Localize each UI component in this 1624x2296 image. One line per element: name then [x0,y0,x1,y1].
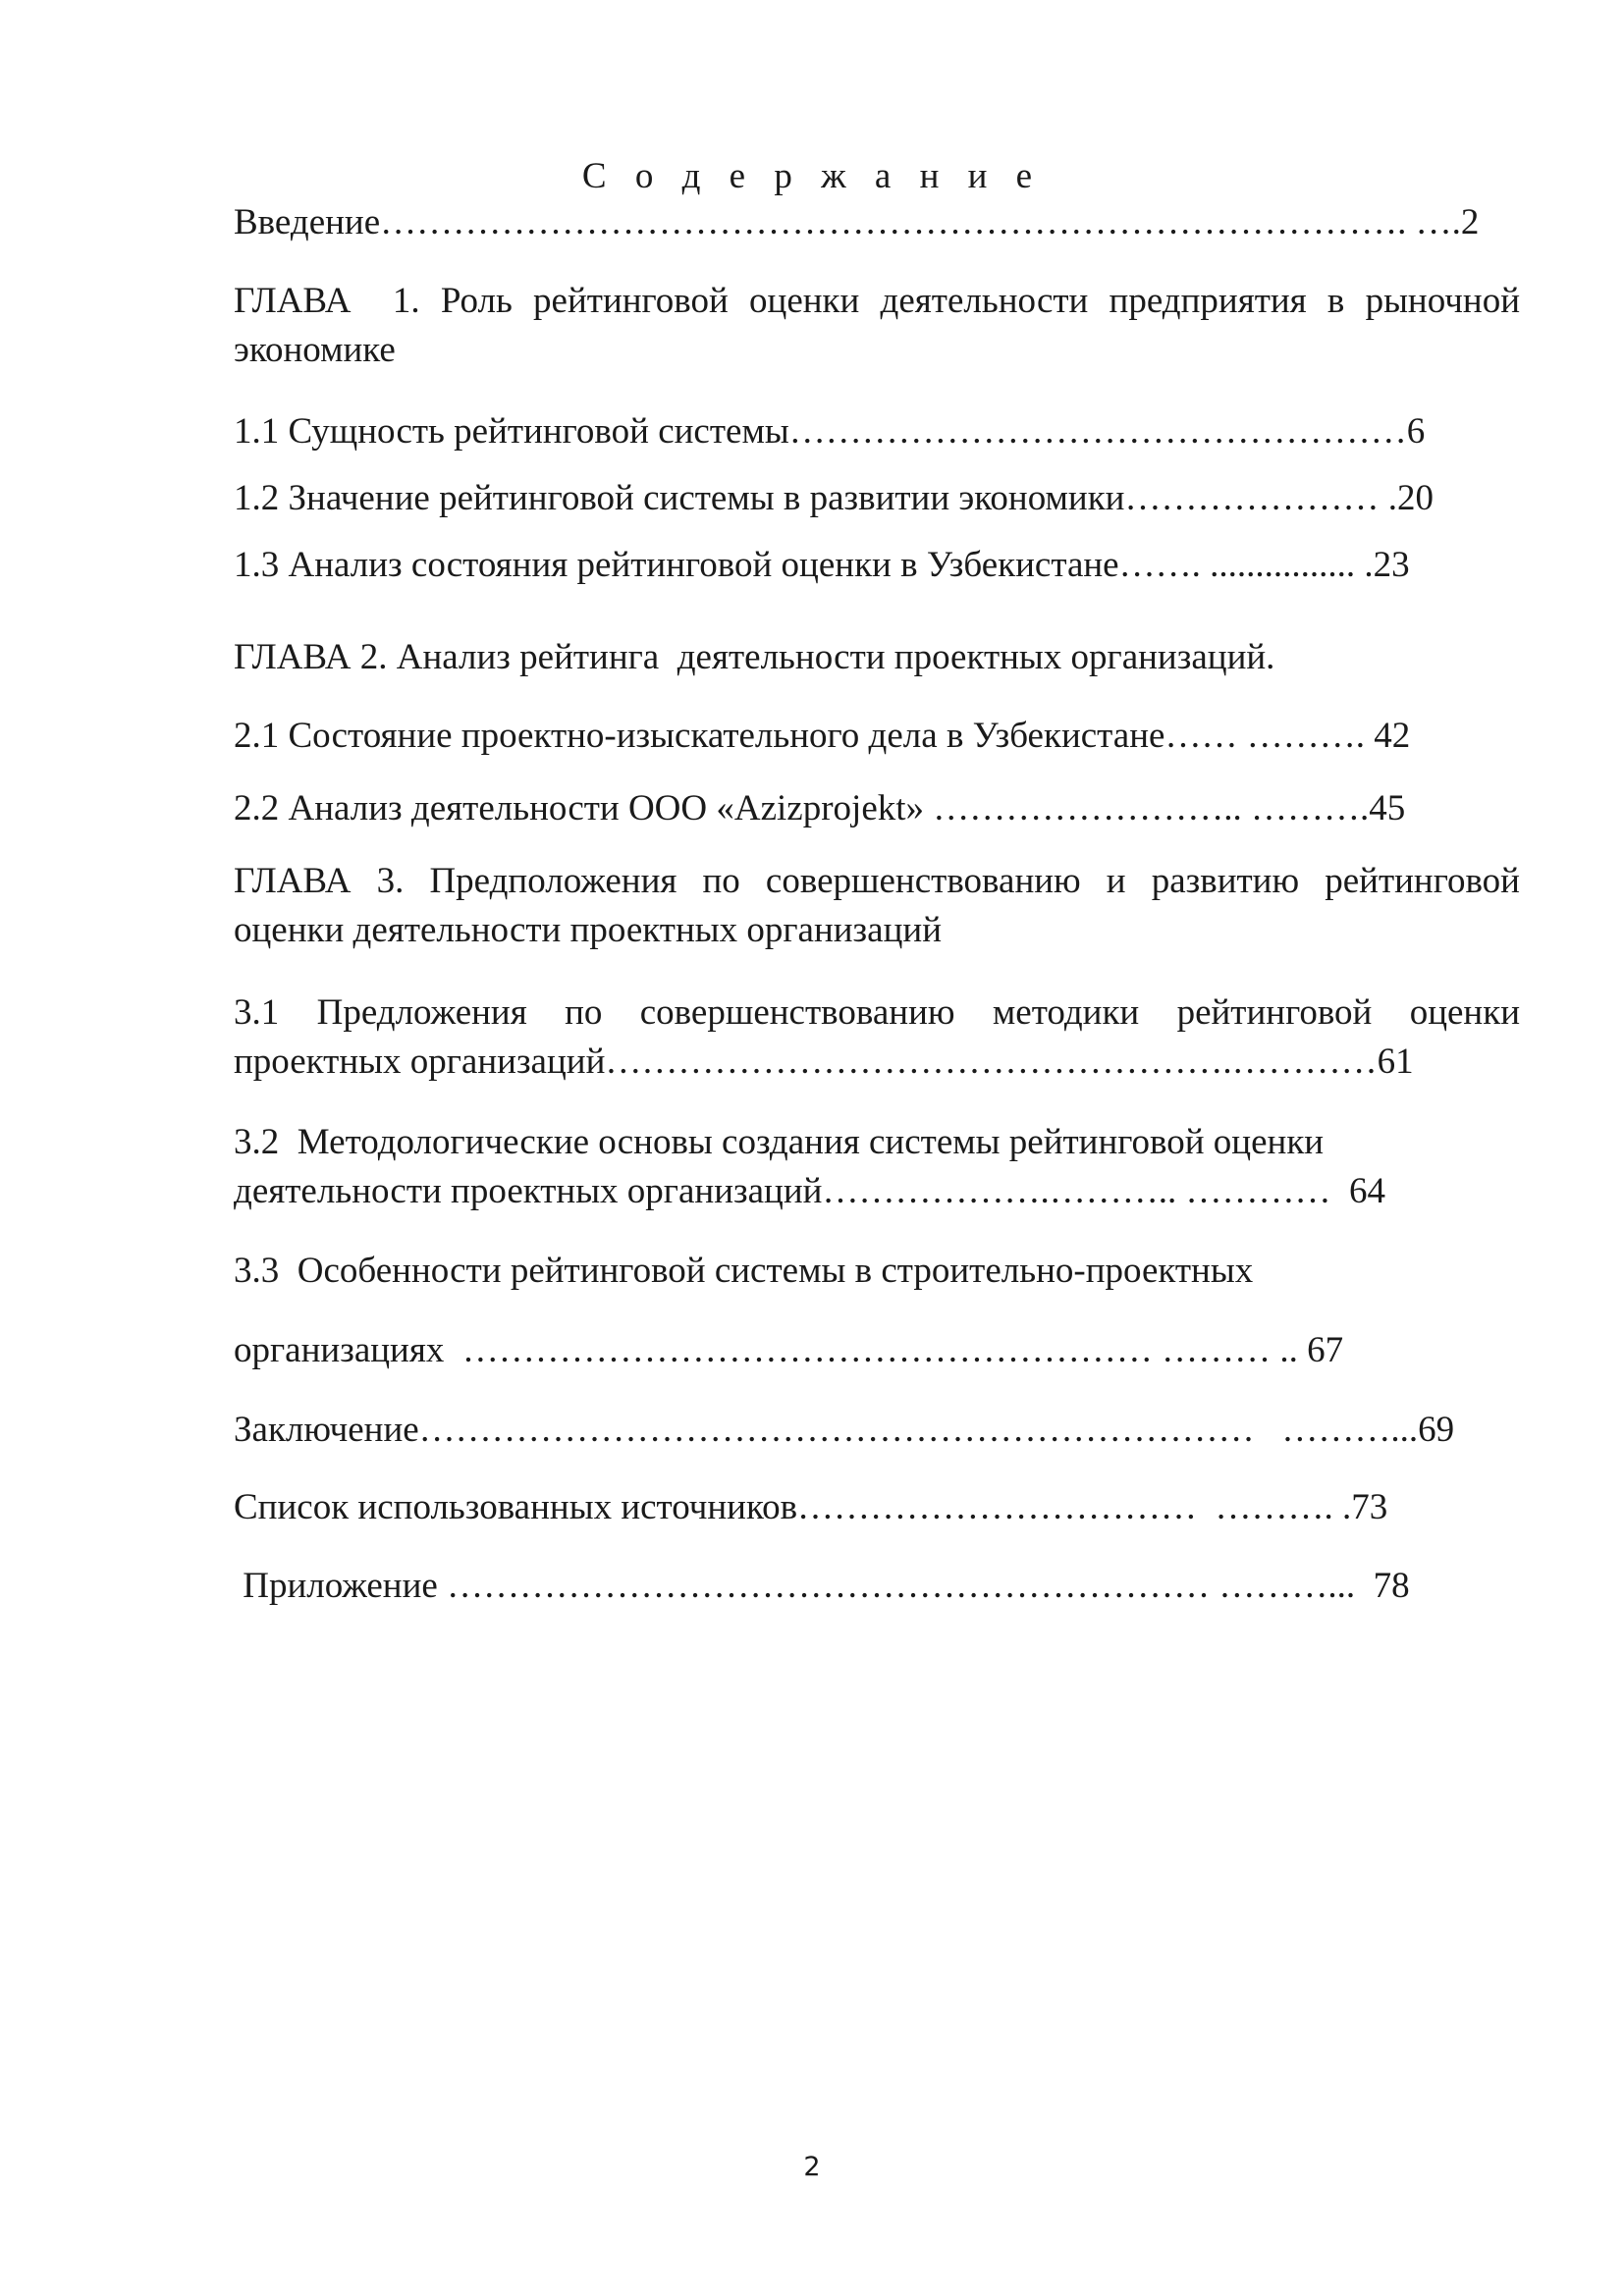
toc-entry-conclusion: Заключение…………………………………………………………… ………...69 [234,1410,1455,1450]
toc-entry-2-1: 2.1 Состояние проектно-изыскательного дела в Узбекистане…… ………. 42 [234,716,1411,756]
toc-entry-3-3-cont: организациях ………………………………………………… ……… .. 67 [234,1330,1344,1370]
toc-entry-1-3: 1.3 Анализ состояния рейтинговой оценки в Узбекистане……. ................ .23 [234,545,1410,585]
toc-chapter-3-title: ГЛАВА 3. Предположения по совершенствованию и развитию рейтинговой [234,861,1520,901]
toc-entry-2-2: 2.2 Анализ деятельности ООО «Azizprojekt» …………………….. ……….45 [234,788,1406,828]
toc-entry-appendix: Приложение ……………………………………………………… ………... 78 [234,1566,1410,1606]
toc-entry-3-1-cont: проектных организаций…………………………………………….…………61 [234,1041,1414,1082]
page-number: 2 [803,2152,821,2182]
toc-chapter-1-title: ГЛАВА 1. Роль рейтинговой оценки деятельности предприятия в рыночной [234,281,1520,321]
toc-chapter-3-title-cont: оценки деятельности проектных организаций [234,910,942,950]
toc-entry-3-1: 3.1 Предложения по совершенствованию методики рейтинговой оценки [234,992,1520,1033]
toc-entry-1-2: 1.2 Значение рейтинговой системы в развитии экономики………………… .20 [234,478,1434,518]
toc-heading: С о д е р ж а н и е [581,156,1043,196]
toc-entry-1-1: 1.1 Сущность рейтинговой системы……………………………………………6 [234,411,1426,452]
toc-entry-3-2-cont: деятельности проектных организаций……………….……….. ………… 64 [234,1171,1385,1211]
toc-chapter-2-title: ГЛАВА 2. Анализ рейтинга деятельности проектных организаций. [234,637,1275,677]
toc-entry-3-2: 3.2 Методологические основы создания системы рейтинговой оценки [234,1122,1325,1162]
toc-entry-introduction: Введение…………………………………………………………………………. ….2 [234,202,1480,242]
toc-entry-3-3: 3.3 Особенности рейтинговой системы в строительно-проектных [234,1251,1254,1291]
toc-entry-references: Список использованных источников…………………………… ………. .73 [234,1487,1388,1527]
toc-chapter-1-title-cont: экономике [234,330,396,370]
